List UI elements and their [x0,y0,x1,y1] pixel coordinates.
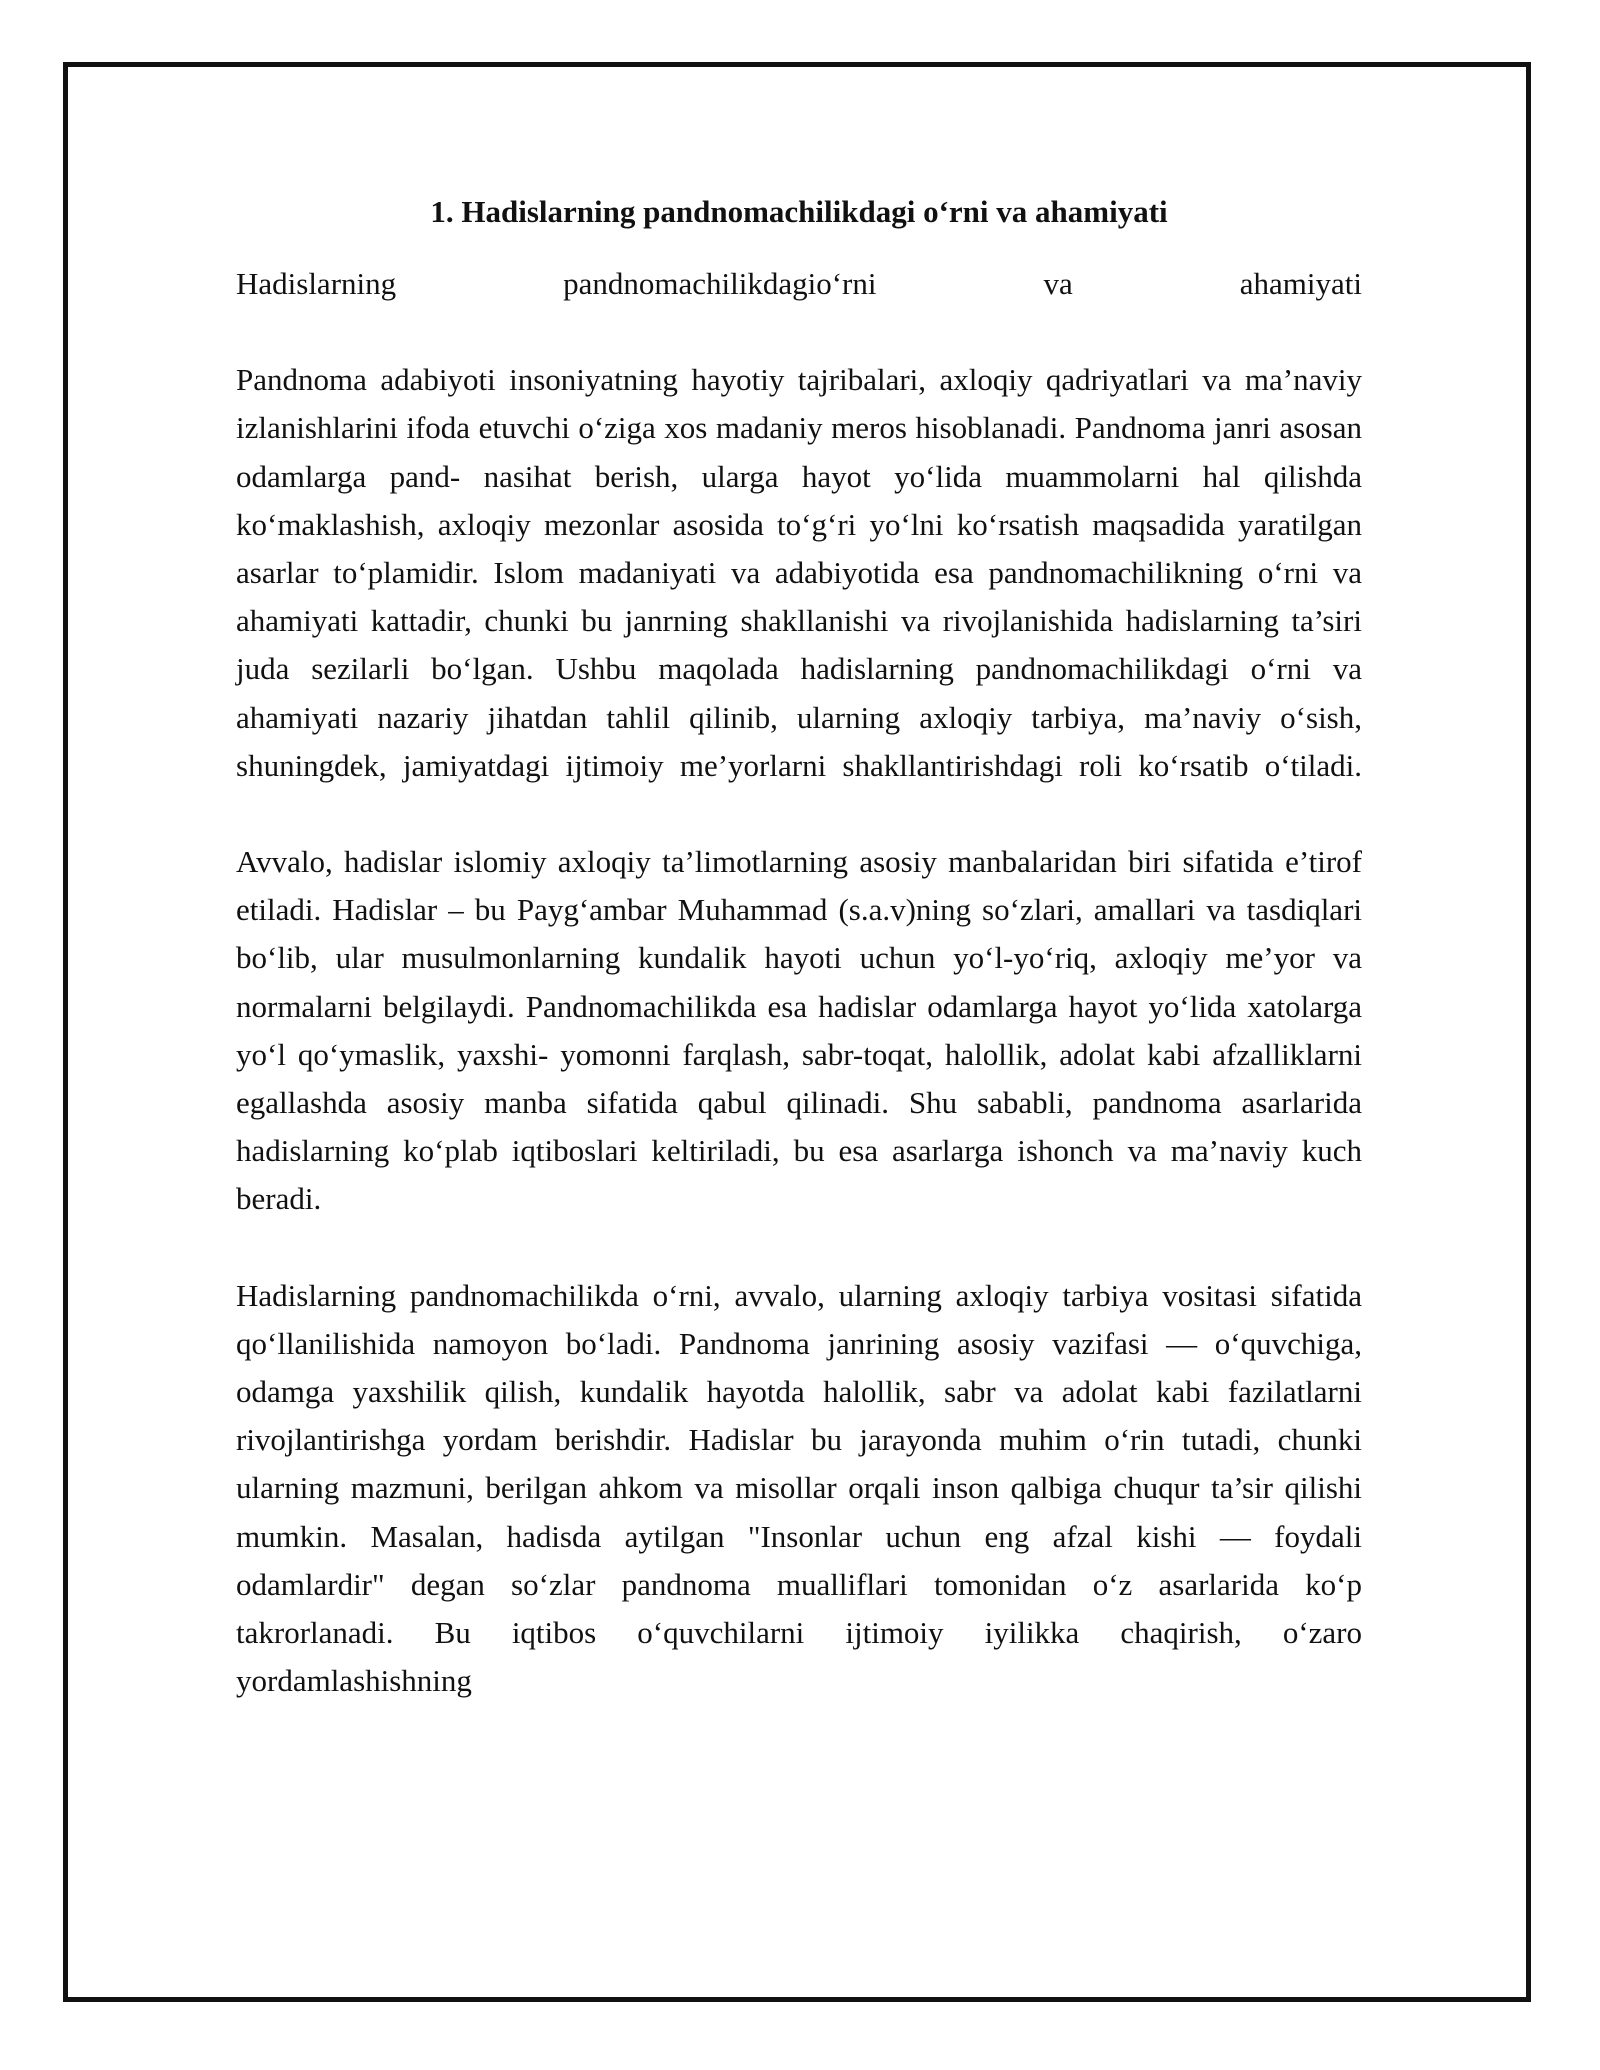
paragraph-heading-repeat: Hadislarning pandnomachilikdagio‘rni va ahamiyati [236,266,1362,301]
paragraph-moral-education: Hadislarning pandnomachilikda o‘rni, avvalo, ularning axloqiy tarbiya vositasi sifatida qo‘llanilishida namoyon bo‘ladi. Pandnoma janrining asosiy vazifasi — o‘quvchiga, odamga yaxshilik qilish, kundalik hayotda halollik, sabr va adolat kabi fazilatlarni rivojlantirishga yordam berishdir. Hadislar bu jarayonda muhim o‘rin tutadi, chunki ularning mazmuni, berilgan ahkom va misollar orqali inson qalbiga chuqur ta’sir qilishi mumkin. Masalan, hadisda aytilgan "Insonlar uchun eng afzal kishi — foydali odamlardir" degan so‘zlar pandnoma mualliflari tomonidan o‘z asarlarida ko‘p takrorlanadi. Bu iqtibos o‘quvchilarni ijtimoiy iyilikka chaqirish, o‘zaro yordamlashishning [236,1277,1362,1699]
document-body [236,188,1362,1705]
paragraph-introduction: Pandnoma adabiyoti insoniyatning hayotiy tajribalari, axloqiy qadriyatlari va ma’naviy izlanishlarini ifoda etuvchi o‘ziga xos madaniy meros hisoblanadi. Pandnoma janri asosan odamlarga pand- nasihat berish, ularga hayot yo‘lida muammolarni hal qilishda ko‘maklashish, axloqiy mezonlar asosida to‘g‘ri yo‘lni ko‘rsatish maqsadida yaratilgan asarlar to‘plamidir. Islom madaniyati va adabiyotida esa pandnomachilikning o‘rni va ahamiyati kattadir, chunki bu janrning shakllanishi va rivojlanishida hadislarning ta’siri juda sezilarli bo‘lgan. Ushbu maqolada hadislarning pandnomachilikdagi o‘rni va ahamiyati nazariy jihatdan tahlil qilinib, ularning axloqiy tarbiya, ma’naviy o‘sish, shuningdek, jamiyatdagi ijtimoiy me’yorlarni shakllantirishdagi roli ko‘rsatib o‘tiladi. [236,362,1362,783]
paragraph-hadith-sources: Avvalo, hadislar islomiy axloqiy ta’limotlarning asosiy manbalaridan biri sifatida e’tirof etiladi. Hadislar – bu Payg‘ambar Muhammad (s.a.v)ning so‘zlari, amallari va tasdiqlari bo‘lib, ular musulmonlarning kundalik hayoti uchun yo‘l-yo‘riq, axloqiy me’yor va normalarni belgilaydi. Pandnomachilikda esa hadislar odamlarga hayot yo‘lida xatolarga yo‘l qo‘ymaslik, yaxshi- yomonni farqlash, sabr-toqat, halollik, adolat kabi afzalliklarni egallashda asosiy manba sifatida qabul qilinadi. Shu sababli, pandnoma asarlarida hadislarning ko‘plab iqtiboslari keltiriladi, bu esa asarlarga ishonch va ma’naviy kuch beradi. [236,844,1362,1217]
document-title: 1. Hadislarning pandnomachilikdagi o‘rni va ahamiyati [430,194,1168,229]
